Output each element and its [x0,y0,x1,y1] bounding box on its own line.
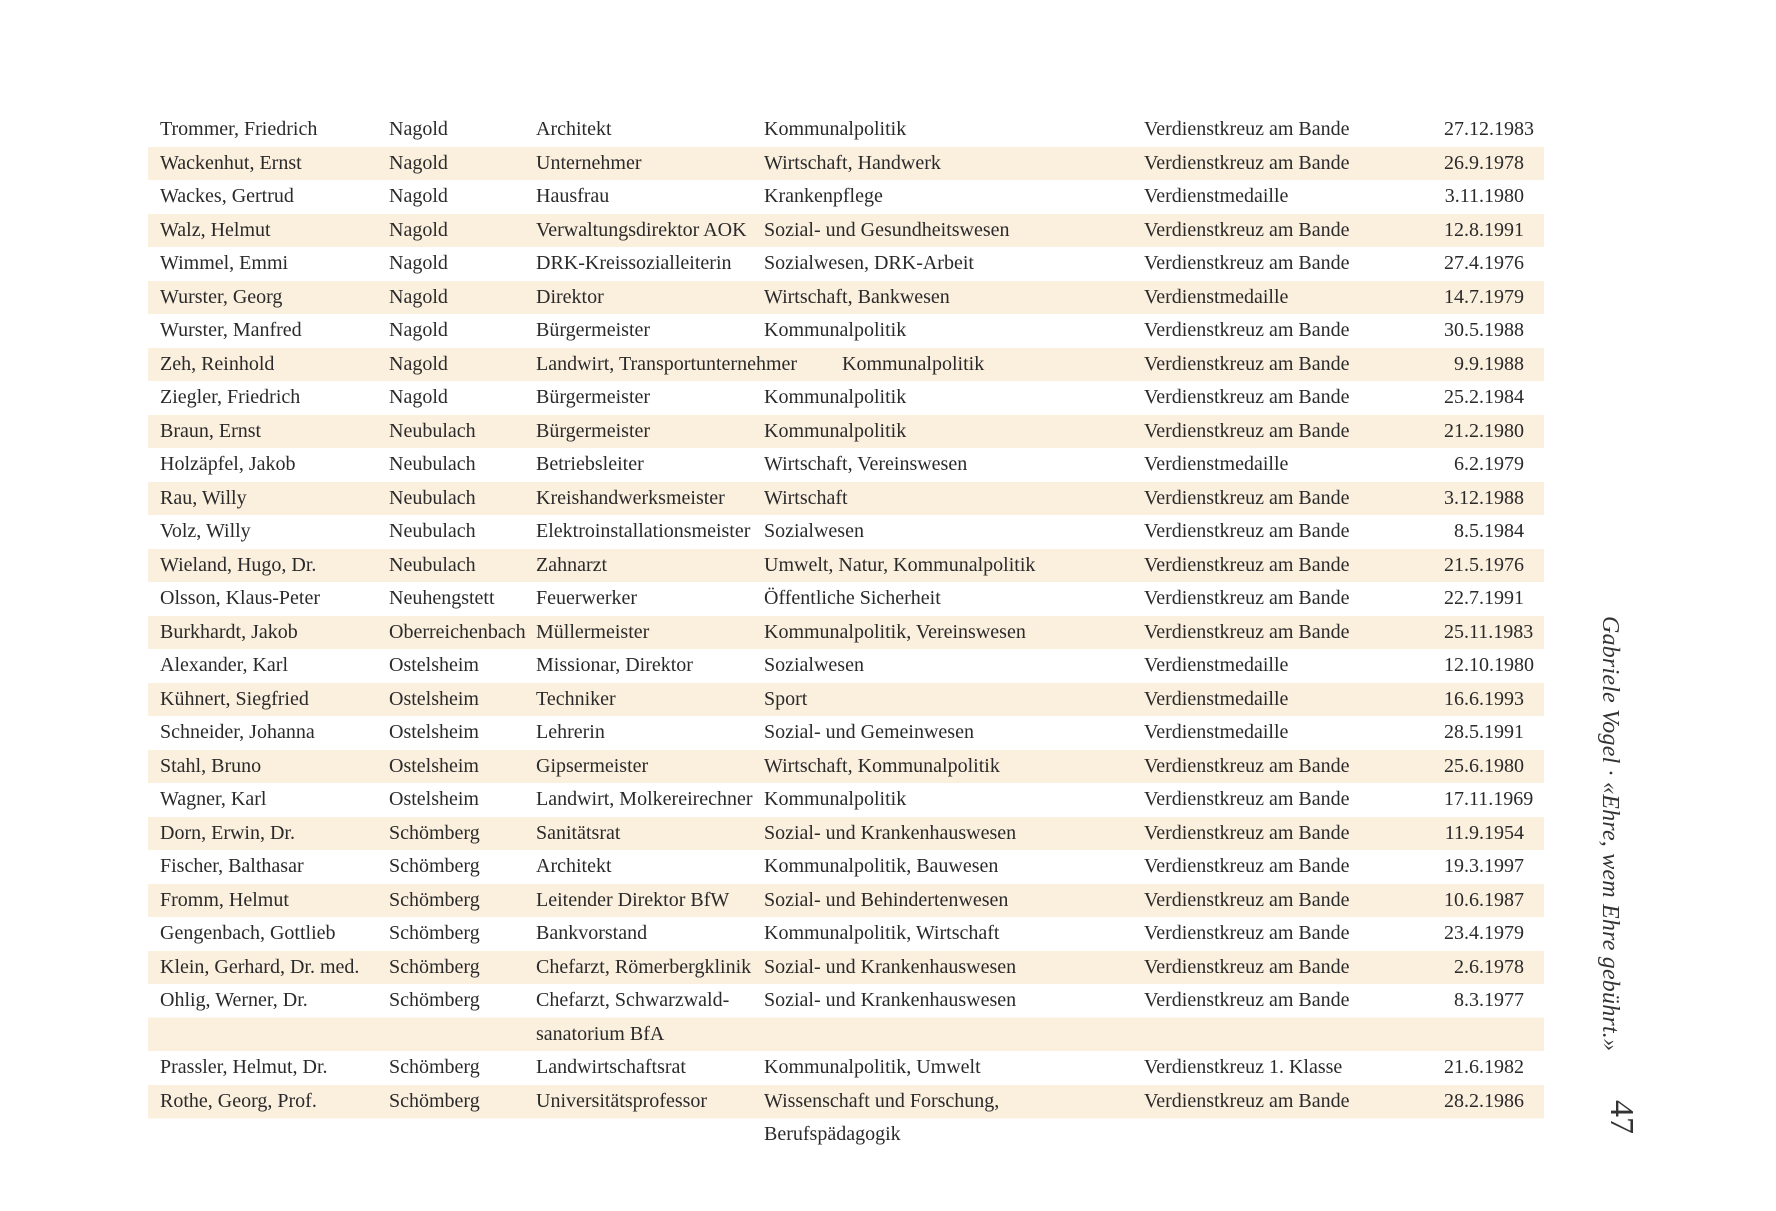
name-cell: Fischer, Balthasar [160,855,304,877]
date-cell: 25.2.1984 [1444,386,1524,408]
table-row [148,180,1544,214]
name-cell: Klein, Gerhard, Dr. med. [160,955,360,978]
table-row [148,783,1544,817]
name-cell: Dorn, Erwin, Dr. [160,821,295,844]
date-cell: 12.8.1991 [1444,218,1524,241]
name-cell: Wurster, Georg [160,285,283,308]
occupation-cell: Bürgermeister [536,319,651,341]
page-margin [1596,616,1646,1136]
award-cell: Verdienstkreuz am Bande [1144,989,1350,1011]
award-cell: Verdienstmedaille [1144,687,1289,710]
place-cell: Ostelsheim [389,788,479,810]
occupation-cell: Landwirtschaftsrat [536,1056,686,1078]
field-cell: Sozial- und Gesundheitswesen [764,218,1010,241]
table-row [148,1085,1544,1152]
occupation-cell: Leitender Direktor BfW [536,888,730,911]
name-cell: Wagner, Karl [160,788,267,810]
award-cell: Verdienstkreuz am Bande [1144,419,1350,442]
place-cell: Neubulach [389,453,476,475]
name-cell: Wurster, Manfred [160,319,302,341]
field-cell: Sozial- und Krankenhauswesen [764,955,1017,978]
field-cell: Kommunalpolitik [764,319,907,341]
date-cell: 12.10.1980 [1444,654,1534,676]
award-cell: Verdienstmedaille [1144,185,1289,207]
place-cell: Nagold [389,352,448,375]
award-cell: Verdienstkreuz am Bande [1144,151,1350,174]
occupation-cell: Kreishandwerksmeister [536,486,725,509]
name-cell: Walz, Helmut [160,218,271,241]
occupation-cell: Chefarzt, Römerbergklinik [536,955,752,978]
date-cell: 21.2.1980 [1444,419,1524,442]
place-cell: Nagold [389,285,448,308]
name-cell: Volz, Willy [160,520,251,542]
field-cell: Kommunalpolitik, Vereinswesen [764,620,1026,643]
date-cell: 28.5.1991 [1444,721,1524,743]
name-cell: Ohlig, Werner, Dr. [160,989,308,1011]
field-cell: Sozial- und Krankenhauswesen [764,989,1017,1011]
name-cell: Holzäpfel, Jakob [160,453,296,475]
name-cell: Stahl, Bruno [160,754,262,777]
name-cell: Olsson, Klaus-Peter [160,587,320,609]
table-row [148,616,1544,650]
place-cell: Neubulach [389,553,476,576]
place-cell: Neubulach [389,520,476,542]
table-row [148,314,1544,348]
name-cell: Kühnert, Siegfried [160,687,309,710]
award-cell: Verdienstkreuz am Bande [1144,486,1350,509]
place-cell: Nagold [389,151,448,174]
table-row [148,247,1544,281]
name-cell: Rau, Willy [160,486,247,509]
occupation-cell: Direktor [536,285,604,308]
award-cell: Verdienstkreuz am Bande [1144,922,1350,944]
place-cell: Nagold [389,218,448,241]
place-cell: Schömberg [389,989,480,1011]
occupation-cell: Müllermeister [536,620,650,643]
field-cell: Kommunalpolitik, Wirtschaft [764,922,1000,944]
field-cell: Wirtschaft [764,486,848,509]
name-cell: Ziegler, Friedrich [160,386,301,408]
table-row [148,515,1544,549]
award-cell: Verdienstkreuz am Bande [1144,520,1350,542]
table-row [148,281,1544,315]
place-cell: Ostelsheim [389,754,479,777]
award-cell: Verdienstkreuz am Bande [1144,1089,1350,1112]
name-cell: Gengenbach, Gottlieb [160,922,336,944]
award-cell: Verdienstmedaille [1144,285,1289,308]
page-number: 47 [1603,1100,1640,1134]
date-cell: 21.5.1976 [1444,553,1524,576]
place-cell: Ostelsheim [389,687,479,710]
award-cell: Verdienstkreuz am Bande [1144,855,1350,877]
name-cell: Schneider, Johanna [160,721,315,743]
field-cell: Kommunalpolitik [764,419,907,442]
award-cell: Verdienstmedaille [1144,654,1289,676]
occupation-cell: Landwirt, Molkereirechner [536,788,753,810]
name-cell: Alexander, Karl [160,654,289,676]
date-cell: 11.9.1954 [1444,821,1524,844]
field-cell: Sozialwesen [764,654,864,676]
table-row [148,113,1544,147]
award-cell: Verdienstkreuz am Bande [1144,620,1350,643]
place-cell: Ostelsheim [389,721,479,743]
field-cell: Wirtschaft, Handwerk [764,151,941,174]
occupation-cell: Elektroinstallationsmeister [536,520,751,542]
date-cell: 19.3.1997 [1444,855,1524,877]
award-cell: Verdienstkreuz am Bande [1144,319,1350,341]
field-cell: Krankenpflege [764,185,883,207]
occupation-cell: Unternehmer [536,151,642,174]
date-cell: 16.6.1993 [1444,687,1524,710]
field-cell: Sport [764,687,808,710]
occupation-cell: Hausfrau [536,185,610,207]
date-cell: 26.9.1978 [1444,151,1524,174]
occupation-cell: Verwaltungsdirektor AOK [536,218,747,241]
field-cell: Wirtschaft, Vereinswesen [764,453,968,475]
place-cell: Neubulach [389,419,476,442]
date-cell: 27.4.1976 [1444,252,1524,274]
place-cell: Schömberg [389,955,480,978]
table-row [148,984,1544,1051]
table-row [148,1051,1544,1085]
running-title: Gabriele Vogel · «Ehre, wem Ehre gebührt.» [1597,616,1623,1052]
award-cell: Verdienstkreuz am Bande [1144,587,1350,609]
date-cell: 8.5.1984 [1454,520,1524,542]
date-cell: 25.11.1983 [1444,620,1534,643]
field-cell: Öffentliche Sicherheit [764,587,941,609]
occupation-cell: Bürgermeister [536,386,651,408]
field-cell: Kommunalpolitik [764,386,907,408]
field-cell: Wirtschaft, Bankwesen [764,285,950,308]
table-row [148,214,1544,248]
table-row [148,884,1544,918]
occupation-cell: Architekt [536,855,612,877]
award-cell: Verdienstkreuz am Bande [1144,118,1350,140]
table-row [148,850,1544,884]
table-row [148,147,1544,181]
field-cell: Wirtschaft, Kommunalpolitik [764,754,1000,777]
occupation-cell: Universitätsprofessor [536,1089,708,1112]
table-row [148,381,1544,415]
award-cell: Verdienstkreuz am Bande [1144,553,1350,576]
field-cell: Kommunalpolitik, Umwelt [764,1056,981,1078]
table-row [148,750,1544,784]
field-cell: Sozialwesen, DRK-Arbeit [764,252,974,274]
date-cell: 25.6.1980 [1444,754,1524,777]
field-cell: Sozial- und Behindertenwesen [764,888,1009,911]
honors-table [148,113,1544,1152]
place-cell: Nagold [389,319,448,341]
occupation-cell: Chefarzt, Schwarzwald-sanatorium BfA [536,989,730,1045]
place-cell: Oberreichenbach [389,620,526,643]
date-cell: 14.7.1979 [1444,285,1524,308]
date-cell: 23.4.1979 [1444,922,1524,944]
table-row [148,951,1544,985]
date-cell: 27.12.1983 [1444,118,1534,140]
place-cell: Nagold [389,185,448,207]
table-row [148,348,1544,382]
place-cell: Neubulach [389,486,476,509]
occupation-cell: Gipsermeister [536,754,649,777]
date-cell: 8.3.1977 [1454,989,1524,1011]
place-cell: Schömberg [389,922,480,944]
name-cell: Zeh, Reinhold [160,352,275,375]
occupation-cell: Zahnarzt [536,553,608,576]
award-cell: Verdienstkreuz am Bande [1144,821,1350,844]
name-cell: Wieland, Hugo, Dr. [160,553,317,576]
name-cell: Wimmel, Emmi [160,252,289,274]
award-cell: Verdienstkreuz am Bande [1144,352,1350,375]
table-row [148,549,1544,583]
name-cell: Rothe, Georg, Prof. [160,1089,317,1112]
table-row [148,817,1544,851]
date-cell: 10.6.1987 [1444,888,1524,911]
occupation-cell: Sanitätsrat [536,821,621,844]
occupation-cell: Feuerwerker [536,587,638,609]
award-cell: Verdienstkreuz am Bande [1144,252,1350,274]
occupation-cell: Lehrerin [536,721,605,743]
award-cell: Verdienstkreuz am Bande [1144,788,1350,810]
field-cell: Sozial- und Gemeinwesen [764,721,974,743]
field-cell: Wissenschaft und Forschung, Berufspädagogik [764,1089,1000,1145]
date-cell: 22.7.1991 [1444,587,1524,609]
table-row [148,582,1544,616]
date-cell: 9.9.1988 [1454,352,1524,375]
name-cell: Prassler, Helmut, Dr. [160,1056,328,1078]
name-cell: Fromm, Helmut [160,888,289,911]
date-cell: 28.2.1986 [1444,1089,1524,1112]
award-cell: Verdienstmedaille [1144,453,1289,475]
table-row [148,716,1544,750]
table-row [148,649,1544,683]
field-cell: Umwelt, Natur, Kommunalpolitik [764,553,1036,576]
place-cell: Schömberg [389,1056,480,1078]
date-cell: 21.6.1982 [1444,1056,1524,1078]
table-row [148,415,1544,449]
place-cell: Nagold [389,118,448,140]
place-cell: Nagold [389,386,448,408]
date-cell: 30.5.1988 [1444,319,1524,341]
place-cell: Schömberg [389,888,480,911]
occupation-cell: Bankvorstand [536,922,648,944]
occupation-cell: Bürgermeister [536,419,651,442]
table-row [148,683,1544,717]
award-cell: Verdienstkreuz am Bande [1144,218,1350,241]
occupation-cell: Missionar, Direktor [536,654,693,676]
name-cell: Braun, Ernst [160,419,262,442]
award-cell: Verdienstkreuz am Bande [1144,386,1350,408]
occupation-cell: DRK-Kreissozialleiterin [536,252,732,274]
table-row [148,917,1544,951]
award-cell: Verdienstmedaille [1144,721,1289,743]
field-cell: Kommunalpolitik, Bauwesen [764,855,999,877]
table-row [148,448,1544,482]
name-cell: Wackes, Gertrud [160,185,294,207]
field-cell: Kommunalpolitik [842,352,985,375]
place-cell: Schömberg [389,855,480,877]
field-cell: Kommunalpolitik [764,788,907,810]
award-cell: Verdienstkreuz 1. Klasse [1144,1056,1343,1078]
occupation-cell: Betriebsleiter [536,453,644,475]
field-cell: Kommunalpolitik [764,118,907,140]
occupation-cell: Architekt [536,118,612,140]
date-cell: 3.11.1980 [1444,185,1524,207]
occupation-cell: Techniker [536,687,616,710]
date-cell: 17.11.1969 [1444,788,1534,810]
name-cell: Trommer, Friedrich [160,118,318,140]
table-row [148,482,1544,516]
place-cell: Nagold [389,252,448,274]
award-cell: Verdienstkreuz am Bande [1144,955,1350,978]
field-cell: Sozialwesen [764,520,864,542]
award-cell: Verdienstkreuz am Bande [1144,754,1350,777]
date-cell: 6.2.1979 [1454,453,1524,475]
place-cell: Neuhengstett [389,587,495,609]
award-cell: Verdienstkreuz am Bande [1144,888,1350,911]
date-cell: 2.6.1978 [1454,955,1524,978]
date-cell: 3.12.1988 [1444,486,1524,509]
name-cell: Wackenhut, Ernst [160,151,302,174]
place-cell: Schömberg [389,1089,480,1112]
name-cell: Burkhardt, Jakob [160,620,298,643]
place-cell: Schömberg [389,821,480,844]
field-cell: Sozial- und Krankenhauswesen [764,821,1017,844]
place-cell: Ostelsheim [389,654,479,676]
occupation-cell: Landwirt, Transportunternehmer [536,352,798,375]
